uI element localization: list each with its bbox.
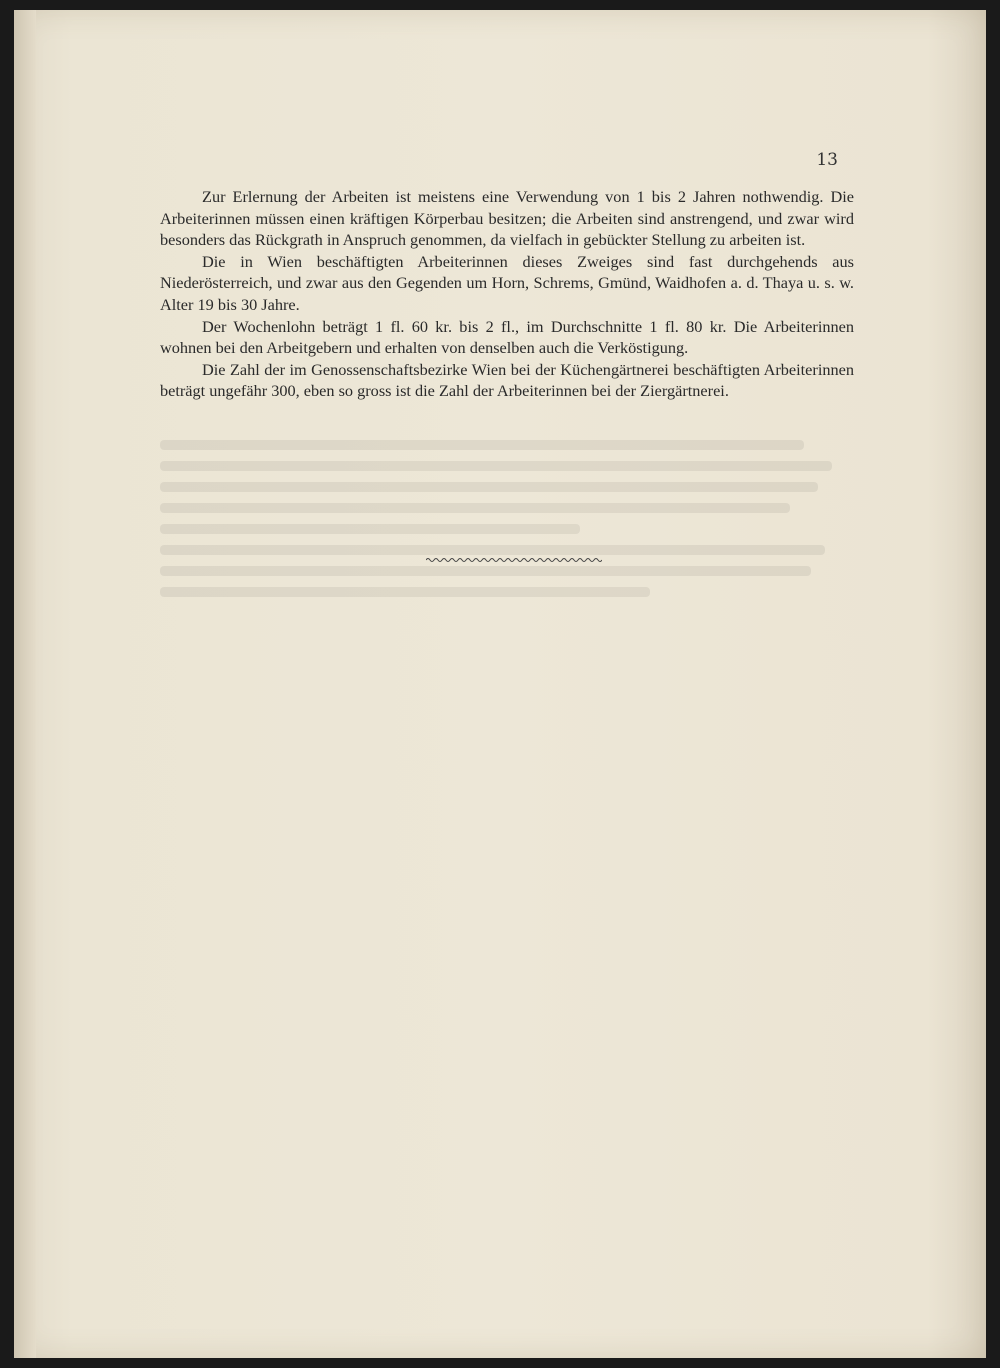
paragraph-4: Die Zahl der im Genossenschaftsbezirke Wien bei der Küchengärtnerei beschäftigten Arbeiterinnen beträgt ungefähr 300, eben so gross ist die Zahl der Arbeiterinnen bei der Ziergärtnerei. [160,359,854,401]
paragraph-2: Die in Wien beschäftigten Arbeiterinnen dieses Zweiges sind fast durchgehends aus Niederösterreich, und zwar aus den Gegenden um Horn, Schrems, Gmünd, Waidhofen a. d. Thaya u. s. w. Alter 19 bis 30 Jahre. [160,251,854,314]
paragraph-3: Der Wochenlohn beträgt 1 fl. 60 kr. bis 2 fl., im Durchschnitte 1 fl. 80 kr. Die Arbeiterinnen wohnen bei den Arbeitgebern und erhalten von denselben auch die Verköstigung. [160,316,854,358]
page-spine [14,10,36,1358]
bleed-through-shadow [160,440,860,1200]
paragraph-1: Zur Erlernung der Arbeiten ist meistens eine Verwendung von 1 bis 2 Jahren nothwendig. Die Arbeiterinnen müssen einen kräftigen Körperbau besitzen; die Arbeiten sind anstrengend, und zwar wird besonders das Rückgrath in Anspruch genommen, da vielfach in gebückter Stellung zu arbeiten ist. [160,187,854,250]
wavy-divider [426,556,602,564]
page-number: 13 [816,150,838,170]
body-text [160,186,854,402]
document-page [14,10,986,1358]
